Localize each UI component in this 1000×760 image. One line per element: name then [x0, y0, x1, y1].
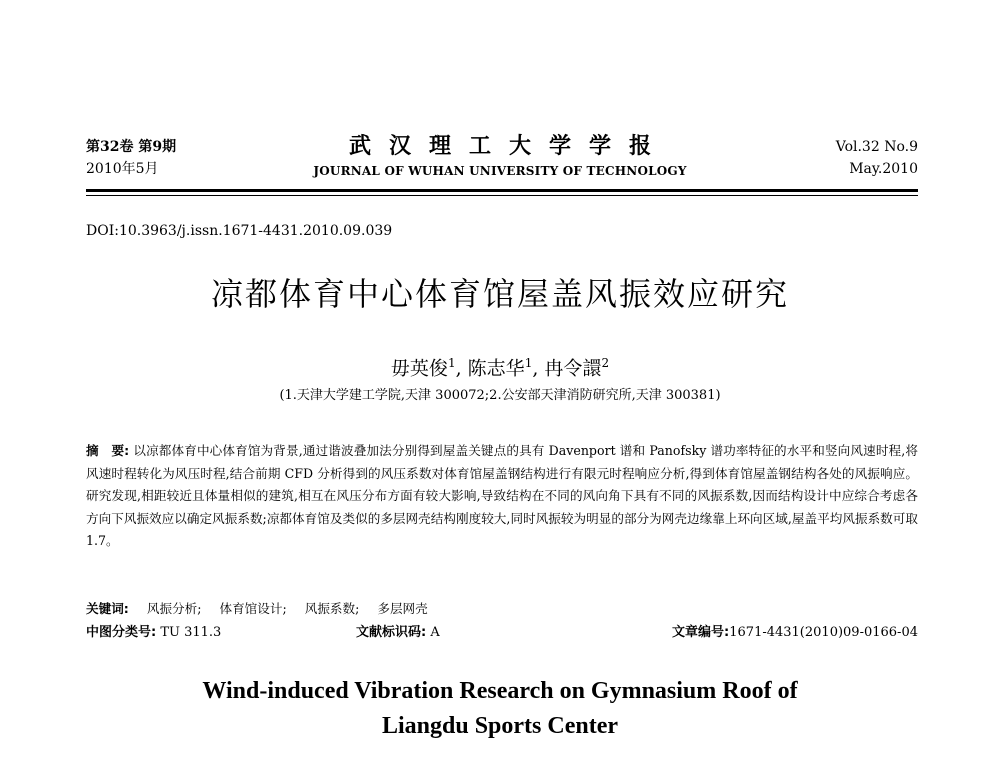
author-separator: ,	[455, 357, 462, 380]
header-rule-thick	[86, 189, 918, 192]
article-number-value: 1671-4431(2010)09-0166-04	[729, 625, 918, 640]
article-title-en	[80, 674, 920, 744]
author-affil-mark: 2	[601, 356, 610, 370]
publication-date-en: May.2010	[849, 161, 918, 177]
header-rule-thin	[86, 195, 918, 196]
author-name: 冉令譞	[544, 357, 602, 380]
author-list	[80, 350, 920, 381]
journal-masthead	[250, 132, 750, 180]
doc-code-label: 文献标识码:	[356, 625, 427, 640]
clc-value: TU 311.3	[160, 625, 222, 640]
article-title-cn: 凉都体育中心体育馆屋盖风振效应研究	[210, 275, 789, 313]
journal-title-cn: 武汉理工大学学报	[348, 133, 669, 159]
abstract-text: 以凉都体育中心体育馆为背景,通过谐波叠加法分别得到屋盖关键点的具有 Davenport 谱和 Panofsky 谱功率特征的水平和竖向风速时程,将风速时程转化为风压时程,结合前期 CFD 分析得到的风压系数对体育馆屋盖钢结构进行有限元时程响应分析,得到体育馆屋盖钢结构各处的风振响应。研究发现,相距较近且体量相似的建筑,相互在风压分布方面有较大影响,导致结构在不同的风向角下具有不同的风振系数,因而结构设计中应综合考虑各方向下风振效应以确定风振系数;凉都体育馆及类似的多层网壳结构刚度较大,同时风振较为明显的部分为网壳边缘靠上环向区域,屋盖平均风振系数可取1.7。	[86, 443, 918, 549]
keywords-label: 关键词:	[86, 601, 129, 616]
document-code	[356, 622, 440, 644]
article-number-label: 文章编号:	[672, 625, 730, 640]
title-en-line-2: Liangdu Sports Center	[381, 713, 619, 739]
author-affil-mark: 1	[447, 356, 456, 370]
keyword-item: 风振分析;	[146, 601, 202, 616]
keywords-line	[86, 598, 918, 620]
keyword-item: 多层网壳	[377, 601, 428, 616]
volume-number-en	[836, 136, 918, 180]
keyword-item: 风振系数;	[304, 601, 360, 616]
abstract	[86, 440, 918, 553]
author-name: 毋英俊	[390, 357, 448, 380]
publication-date-cn: 2010年5月	[86, 161, 159, 177]
vol-no: Vol.32 No.9	[835, 139, 918, 155]
doi-line: DOI:10.3963/j.issn.1671-4431.2010.09.039	[86, 223, 393, 239]
author-affil-mark: 1	[524, 356, 533, 370]
volume-issue: 第32卷 第9期	[86, 139, 177, 155]
author-separator: ,	[532, 357, 539, 380]
journal-title-en: JOURNAL OF WUHAN UNIVERSITY OF TECHNOLOGY	[313, 164, 687, 178]
abstract-label: 摘 要:	[86, 443, 130, 458]
title-en-line-1: Wind-induced Vibration Research on Gymnasium Roof of	[202, 678, 798, 704]
author-name: 陈志华	[467, 357, 525, 380]
clc-label: 中图分类号:	[86, 625, 157, 640]
affiliations: (1.天津大学建工学院,天津 300072;2.公安部天津消防研究所,天津 300381)	[279, 388, 721, 403]
keyword-item: 体育馆设计;	[219, 601, 287, 616]
doc-code-value: A	[430, 625, 440, 640]
article-number	[672, 622, 918, 644]
